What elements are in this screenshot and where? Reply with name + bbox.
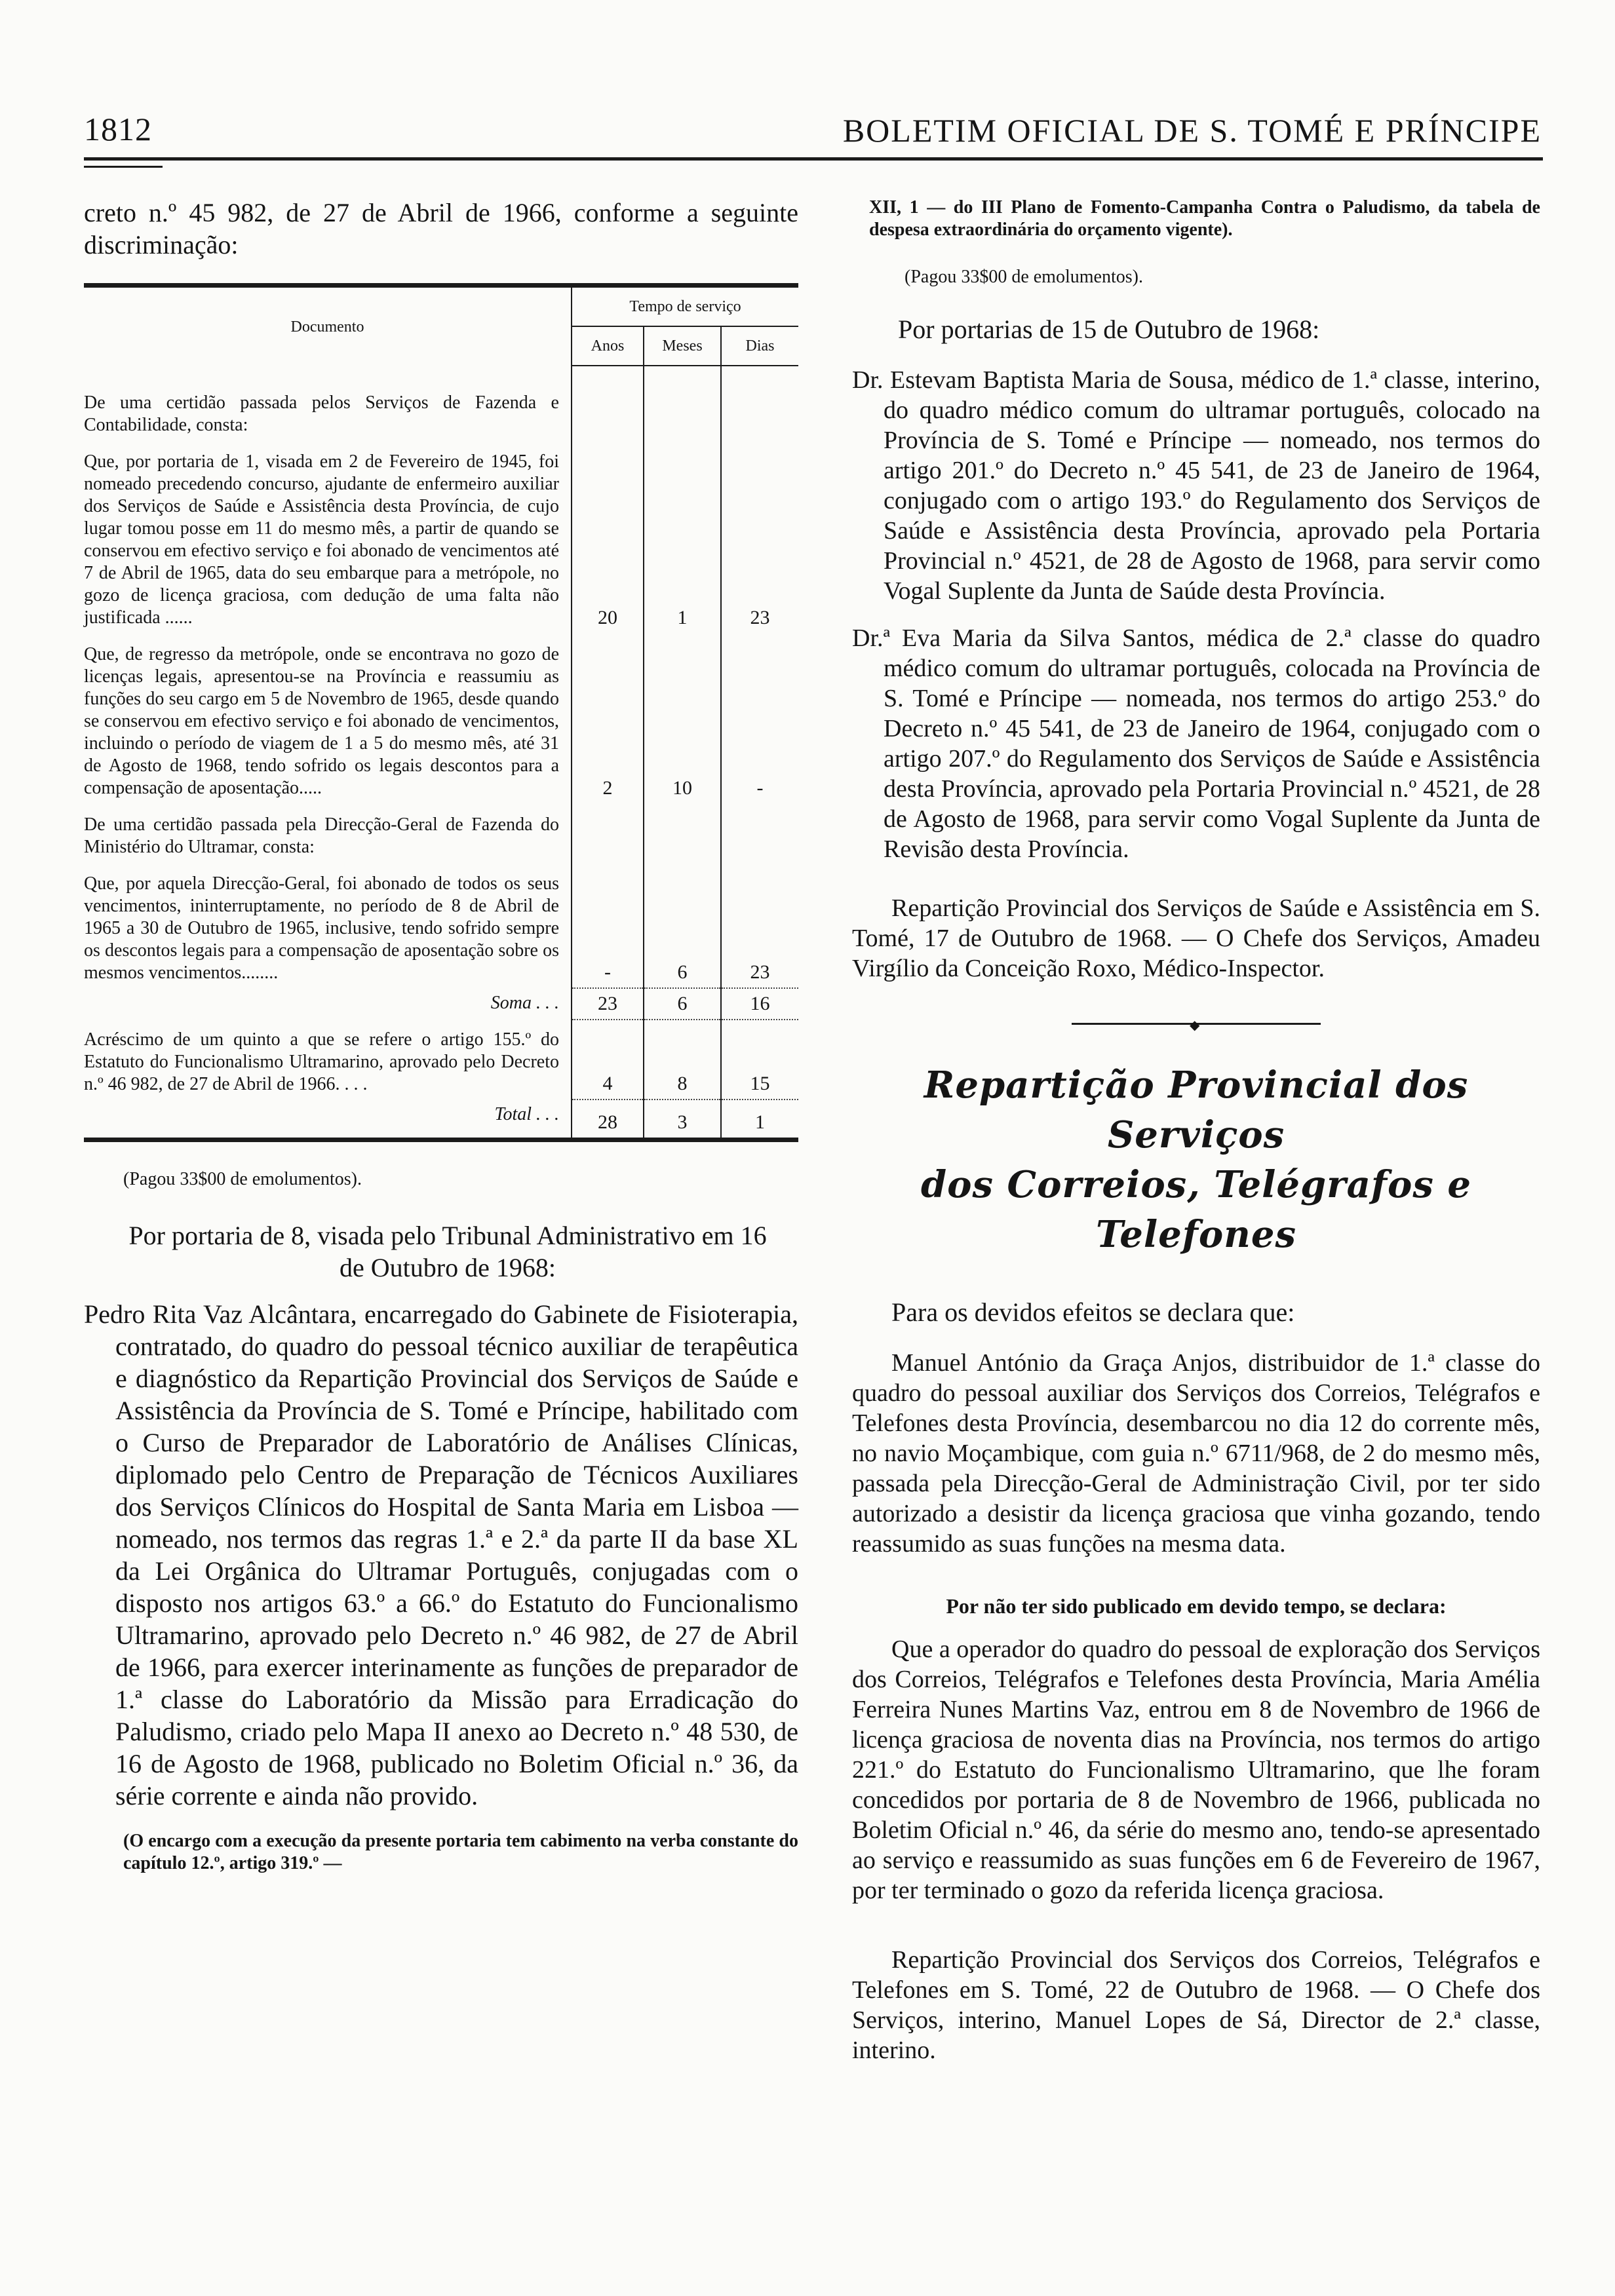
portarias-intro: Por portarias de 15 de Outubro de 1968: [898, 315, 1320, 344]
row-dias: 23 [721, 440, 798, 633]
maria-paragraph: Que a operador do quadro do pessoal de exploração dos Serviços dos Correios, Telégrafos e Telefones desta Província, Maria Amélia Ferreira Nunes Martins Vaz, entrou em 8 de Novembro de 1966 de licença graciosa de noventa dias na Província, nos termos do artigo 221.º do Estatuto do Funcionalismo Ultramarino, que lhe foram concedidos por portaria de 8 de Novembro de 1966, publicada no Boletim Oficial n.º 46, da série do mesmo ano, tendo-se apresentado ao serviço e reassumido as suas funções em 6 de Fevereiro de 1967, por ter terminado o gozo da referida licença graciosa. [852, 1636, 1540, 1904]
row-text: De uma certidão passada pelos Serviços de Fazenda e Contabilidade, consta: [84, 392, 559, 435]
acrescimo-dias: 15 [721, 1020, 798, 1100]
row-dias [721, 366, 798, 440]
acrescimo-meses: 8 [644, 1020, 721, 1100]
total-meses: 3 [644, 1100, 721, 1138]
total-row [84, 1100, 798, 1138]
not-published-heading: Por não ter sido publicado em devido tempo, se declara: [946, 1594, 1447, 1618]
emolument-note: (Pagou 33$00 de emolumentos). [905, 267, 1143, 287]
row-dias [721, 803, 798, 862]
health-signature: Repartição Provincial dos Serviços de Saúde e Assistência em S. Tomé, 17 de Outubro de 1968. — O Chefe dos Serviços, Amadeu Virgílio da Conceição Roxo, Médico-Inspector. [852, 894, 1540, 982]
column-header-dias: Dias [721, 326, 798, 366]
correios-signature: Repartição Provincial dos Serviços dos Correios, Telégrafos e Telefones em S. Tomé, 22 de Outubro de 1968. — O Chefe dos Serviços, interino, Manuel Lopes de Sá, Director de 2.ª classe, interino. [852, 1946, 1540, 2064]
row-meses: 10 [644, 633, 721, 803]
section-heading [852, 1060, 1540, 1259]
section-separator [1072, 1018, 1321, 1033]
soma-meses: 6 [644, 988, 721, 1020]
row-text: Que, de regresso da metrópole, onde se encontrava no gozo de licenças legais, apresentou-se na Província e reassumiu as funções do seu cargo em 5 de Novembro de 1965, desde quando se conservou em efectivo serviço e foi abonado de vencimentos, incluindo o período de viagem de 1 a 5 do mesmo mês, até 31 de Agosto de 1968, tendo sofrido os legais descontos para a compensação de aposentação..... [84, 644, 559, 798]
right-column [852, 197, 1540, 2065]
soma-anos: 23 [572, 988, 644, 1020]
row-dias: 23 [721, 862, 798, 988]
portaria-intro: Por portaria de 8, visada pelo Tribunal Administrativo em 16 de Outubro de 1968: [128, 1221, 767, 1282]
row-dias: - [721, 633, 798, 803]
row-anos [572, 366, 644, 440]
declara-line: Para os devidos efeitos se declara que: [891, 1297, 1295, 1327]
section-heading-line-2: dos Correios, Telégrafos e Telefones [920, 1163, 1472, 1256]
page-number: 1812 [84, 111, 152, 147]
row-anos: - [572, 862, 644, 988]
eva-paragraph: Dr.ª Eva Maria da Silva Santos, médica de 2.ª classe do quadro médico comum do ultramar português, colocada na Província de S. Tomé e Príncipe — nomeada, nos termos do artigo 253.º do Decreto n.º 45 541, de 23 de Janeiro de 1964, conjugado com o artigo 207.º do Regulamento dos Serviços de Saúde e Assistência desta Província, aprovado pela Portaria Provincial n.º 4521, de 28 de Agosto de 1968, para servir como Vogal Suplente da Junta de Revisão desta Província. [852, 624, 1540, 863]
page-number-underline [84, 166, 163, 168]
soma-dias: 16 [721, 988, 798, 1020]
table-row [84, 633, 798, 803]
emolument-note: (Pagou 33$00 de emolumentos). [123, 1169, 362, 1189]
encargo-note: (O encargo com a execução da presente portaria tem cabimento na verba constante do capítulo 12.º, artigo 319.º — [123, 1831, 798, 1873]
row-anos: 20 [572, 440, 644, 633]
table-row [84, 366, 798, 440]
soma-label: Soma . . . [490, 993, 559, 1013]
total-label: Total . . . [494, 1104, 559, 1124]
bulletin-title: BOLETIM OFICIAL DE S. TOMÉ E PRÍNCIPE [842, 112, 1542, 149]
row-text: De uma certidão passada pela Direcção-Geral de Fazenda do Ministério do Ultramar, consta: [84, 814, 559, 857]
column-header-tempo: Tempo de serviço [572, 288, 798, 326]
left-column [84, 197, 798, 1875]
total-dias: 1 [721, 1100, 798, 1138]
acrescimo-row [84, 1020, 798, 1100]
service-time-table-wrap [84, 283, 798, 1142]
section-heading-line-1: Repartição Provincial dos Serviços [924, 1063, 1469, 1157]
row-anos [572, 803, 644, 862]
column-header-anos: Anos [572, 326, 644, 366]
table-row [84, 803, 798, 862]
row-meses: 1 [644, 440, 721, 633]
service-time-table [84, 288, 798, 1138]
row-meses [644, 366, 721, 440]
column-header-document: Documento [290, 318, 364, 335]
manuel-paragraph: Manuel António da Graça Anjos, distribuidor de 1.ª classe do quadro do pessoal auxiliar dos Serviços dos Correios, Telégrafos e Telefones desta Província, desembarcou no dia 12 do corrente mês, no navio Moçambique, com guia n.º 6711/968, de 2 do mesmo mês, passada pela Direcção-Geral de Administração Civil, por ter sido autorizado a desistir da licença graciosa que vinha gozando, tendo reassumido as suas funções na mesma data. [852, 1349, 1540, 1558]
column-header-meses: Meses [644, 326, 721, 366]
separator-diamond-icon: ◆ [1190, 1018, 1200, 1033]
row-anos: 2 [572, 633, 644, 803]
continuation-note: XII, 1 — do III Plano de Fomento-Campanha Contra o Paludismo, da tabela de despesa extraordinária do orçamento vigente). [869, 197, 1540, 240]
row-meses: 6 [644, 862, 721, 988]
acrescimo-text: Acréscimo de um quinto a que se refere o artigo 155.º do Estatuto do Funcionalismo Ultramarino, aprovado pelo Decreto n.º 46 982, de 27 de Abril de 1966. . . . [84, 1029, 559, 1094]
total-anos: 28 [572, 1100, 644, 1138]
estevam-paragraph: Dr. Estevam Baptista Maria de Sousa, médico de 1.ª classe, interino, do quadro médico comum do ultramar português, colocado na Província de S. Tomé e Príncipe — nomeado, nos termos do artigo 201.º do Decreto n.º 45 541, de 23 de Janeiro de 1964, conjugado com o artigo 193.º do Regulamento dos Serviços de Saúde e Assistência desta Província, aprovado pela Portaria Provincial n.º 4521, de 28 de Agosto de 1968, para servir como Vogal Suplente da Junta de Saúde desta Província. [852, 366, 1540, 605]
table-top-rule [84, 283, 798, 288]
header-rule [84, 157, 1543, 161]
table-bottom-rule [84, 1138, 798, 1142]
soma-row [84, 988, 798, 1020]
row-text: Que, por aquela Direcção-Geral, foi abonado de todos os seus vencimentos, ininterruptamente, no período de 8 de Abril de 1965 a 30 de Outubro de 1965, inclusive, tendo sofrido sempre os descontos legais para a compensação de aposentação sobre os mesmos vencimentos........ [84, 873, 559, 983]
row-text: Que, por portaria de 1, visada em 2 de Fevereiro de 1945, foi nomeado precedendo concurso, ajudante de enfermeiro auxiliar dos Serviços de Saúde e Assistência desta Província, de cujo lugar tomou posse em 11 do mesmo mês, a partir de quando se conservou em efectivo serviço e foi abonado de vencimentos até 7 de Abril de 1965, data do seu embarque para a metrópole, no gozo de licença graciosa, com dedução de uma falta não justificada ...... [84, 451, 559, 628]
pedro-paragraph: Pedro Rita Vaz Alcântara, encarregado do Gabinete de Fisioterapia, contratado, do quadro do pessoal técnico auxiliar de terapêutica e diagnóstico da Repartição Provincial dos Serviços de Saúde e Assistência da Província de S. Tomé e Príncipe, habilitado com o Curso de Preparador de Laboratório de Análises Clínicas, diplomado pelo Centro de Preparação de Técnicos Auxiliares dos Serviços Clínicos do Hospital de Santa Maria em Lisboa — nomeado, nos termos das regras 1.ª e 2.ª da parte II da base XL da Lei Orgânica do Ultramar Português, conjugadas com o disposto nos artigos 63.º a 66.º do Estatuto do Funcionalismo Ultramarino, aprovado pelo Decreto n.º 46 982, de 27 de Abril de 1966, para exercer interinamente as funções de preparador de 1.ª classe do Laboratório da Missão para Erradicação do Paludismo, criado pelo Mapa II anexo ao Decreto n.º 48 530, de 16 de Agosto de 1968, publicado no Boletim Oficial n.º 36, da série corrente e ainda não provido. [84, 1299, 798, 1810]
intro-paragraph: creto n.º 45 982, de 27 de Abril de 1966, conforme a seguinte discriminação: [84, 198, 798, 259]
row-meses [644, 803, 721, 862]
table-row [84, 440, 798, 633]
acrescimo-anos: 4 [572, 1020, 644, 1100]
table-row [84, 862, 798, 988]
